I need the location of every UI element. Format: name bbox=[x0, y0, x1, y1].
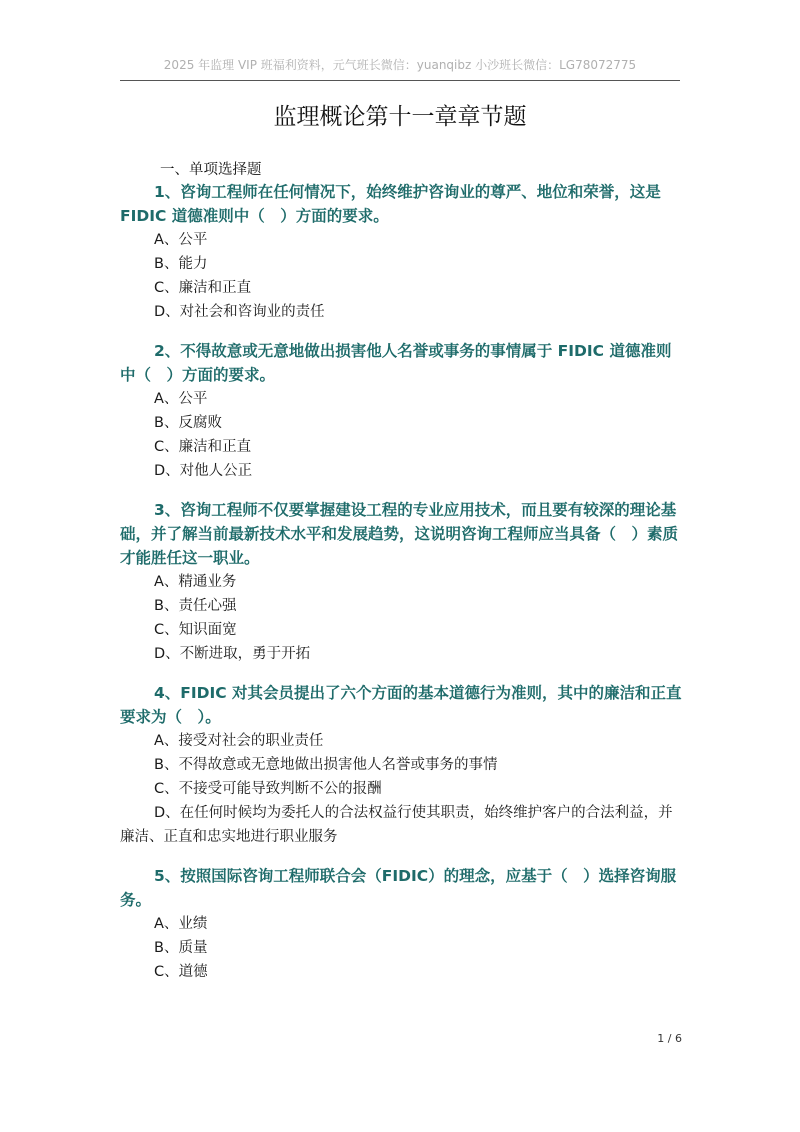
question-2 bbox=[120, 339, 682, 483]
option-a: A、公平 bbox=[154, 391, 208, 407]
question-text: 4、FIDIC 对其会员提出了六个方面的基本道德行为准则，其中的廉洁和正直要求为（ ）。 bbox=[120, 684, 682, 726]
option-c: C、廉洁和正直 bbox=[154, 439, 252, 455]
question-text: 5、按照国际咨询工程师联合会（FIDIC）的理念，应基于（ ）选择咨询服务。 bbox=[120, 867, 677, 909]
option-b: B、责任心强 bbox=[154, 598, 237, 614]
option-b: B、反腐败 bbox=[154, 415, 222, 431]
option-d: D、对他人公正 bbox=[154, 463, 253, 479]
question-3 bbox=[120, 498, 682, 666]
section-heading: 一、单项选择题 bbox=[160, 162, 262, 178]
option-c: C、知识面宽 bbox=[154, 622, 237, 638]
question-4 bbox=[120, 681, 682, 849]
option-d: D、不断进取，勇于开拓 bbox=[154, 646, 311, 662]
question-5 bbox=[120, 864, 682, 984]
option-b: B、质量 bbox=[154, 940, 208, 956]
option-c: C、不接受可能导致判断不公的报酬 bbox=[154, 781, 382, 797]
question-1 bbox=[120, 180, 682, 324]
option-d: D、在任何时候均为委托人的合法权益行使其职责，始终维护客户的合法利益，并廉洁、正直和忠实地进行职业服务 bbox=[120, 805, 673, 845]
question-list bbox=[120, 180, 682, 999]
page-number: 1 / 6 bbox=[657, 1032, 682, 1045]
option-a: A、精通业务 bbox=[154, 574, 237, 590]
option-b: B、能力 bbox=[154, 256, 208, 272]
page-header: 2025 年监理 VIP 班福利资料，元气班长微信：yuanqibz 小沙班长微信：LG78072775 bbox=[120, 56, 680, 81]
option-c: C、廉洁和正直 bbox=[154, 280, 252, 296]
page-title: 监理概论第十一章章节题 bbox=[273, 104, 527, 130]
option-c: C、道德 bbox=[154, 964, 208, 980]
question-text: 3、咨询工程师不仅要掌握建设工程的专业应用技术，而且要有较深的理论基础，并了解当前最新技术水平和发展趋势，这说明咨询工程师应当具备（ ）素质才能胜任这一职业。 bbox=[120, 501, 679, 567]
option-a: A、业绩 bbox=[154, 916, 208, 932]
question-text: 1、咨询工程师在任何情况下，始终维护咨询业的尊严、地位和荣誉，这是FIDIC 道德准则中（ ）方面的要求。 bbox=[120, 183, 661, 225]
option-d: D、对社会和咨询业的责任 bbox=[154, 304, 325, 320]
option-b: B、不得故意或无意地做出损害他人名誉或事务的事情 bbox=[154, 757, 498, 773]
option-a: A、接受对社会的职业责任 bbox=[154, 733, 324, 749]
question-text: 2、不得故意或无意地做出损害他人名誉或事务的事情属于 FIDIC 道德准则中（ ）方面的要求。 bbox=[120, 342, 672, 384]
option-a: A、公平 bbox=[154, 232, 208, 248]
